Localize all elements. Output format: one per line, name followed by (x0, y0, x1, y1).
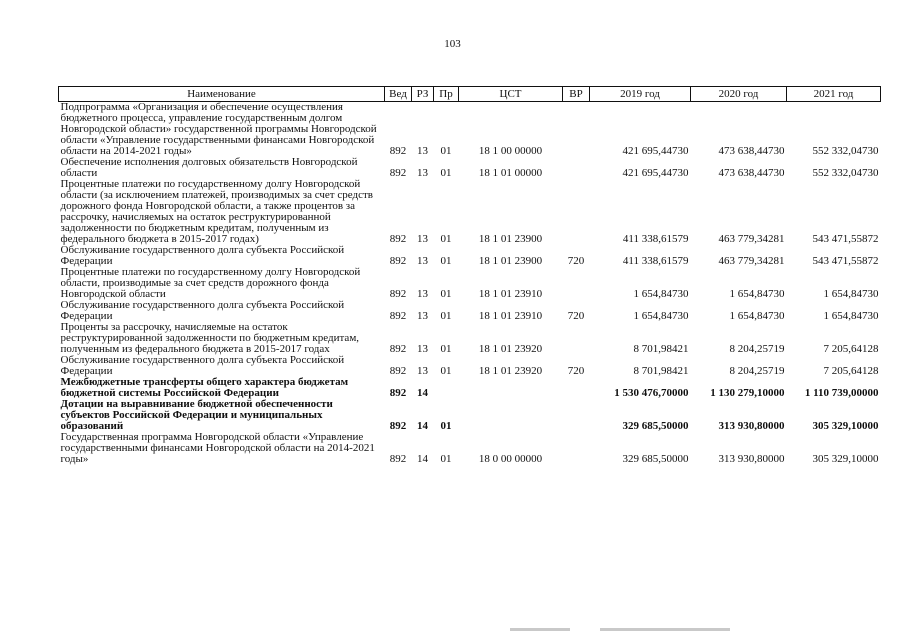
cell-y2021: 552 332,04730 (812, 167, 879, 179)
cell-y2019: 421 695,44730 (622, 167, 689, 179)
cell-cst (459, 377, 563, 399)
page-number: 103 (444, 38, 461, 50)
cell-y2019: 329 685,50000 (622, 420, 689, 432)
cell-vr (563, 432, 590, 465)
cell-ved: 892 (389, 420, 407, 432)
cell-pr: 01 (440, 255, 452, 267)
cell-rz: 13 (417, 145, 428, 157)
table-row (59, 300, 881, 322)
cell-cst: 18 0 00 00000 (478, 453, 543, 465)
cell-ved: 892 (389, 343, 407, 355)
cell-name: Государственная программа Новгородской области «Управление государственными финансами Новгородской области на 2014-2021 годы» (60, 431, 375, 465)
cell-pr: 01 (440, 145, 452, 157)
table-row (59, 322, 881, 355)
cell-name: Подпрограмма «Организация и обеспечение осуществления бюджетного процесса, управление государственным долгом Новгородской области» государственной программы Новгородской области «Управление государственными финансами Новгородской области на 2014-2021 годы» (60, 101, 377, 157)
cell-ved: 892 (389, 453, 407, 465)
cell-name: Процентные платежи по государственному долгу Новгородской области (за исключением платежей, производимых за счет средств дорожного фонда Новгородской области, а также процентов за рассрочку, начисляемых на остаток реструктурированной задолженности по бюджетным кредитам, полученным из федерального бюджета в 2015-2017 годах) (60, 178, 373, 245)
table-row (59, 267, 881, 300)
cell-ved: 892 (389, 288, 407, 300)
cell-ved: 892 (389, 310, 407, 322)
cell-pr: 01 (440, 167, 452, 179)
col-name-header: Наименование (59, 87, 385, 102)
scan-artifact (510, 628, 570, 631)
cell-vr: 720 (567, 310, 585, 322)
cell-ved: 892 (389, 387, 407, 399)
cell-y2020: 1 130 279,10000 (710, 387, 785, 399)
cell-y2021: 1 110 739,00000 (804, 387, 879, 399)
cell-y2019: 1 654,84730 (633, 288, 689, 300)
cell-pr: 01 (440, 453, 452, 465)
cell-rz: 14 (417, 387, 428, 399)
cell-vr (563, 377, 590, 399)
cell-pr (434, 377, 459, 399)
cell-y2021: 7 205,64128 (823, 365, 879, 377)
cell-vr (563, 399, 590, 432)
cell-y2020: 473 638,44730 (718, 167, 785, 179)
cell-y2021: 543 471,55872 (812, 233, 879, 245)
cell-y2021: 305 329,10000 (812, 453, 879, 465)
cell-pr: 01 (440, 233, 452, 245)
table-row (59, 355, 881, 377)
cell-name: Обслуживание государственного долга субъекта Российской Федерации (60, 244, 345, 267)
cell-y2020: 8 204,25719 (729, 365, 785, 377)
cell-cst: 18 1 01 23920 (478, 343, 543, 355)
cell-name: Дотации на выравнивание бюджетной обеспеченности субъектов Российской Федерации и муниципальных образований (60, 398, 333, 432)
cell-rz: 13 (417, 167, 428, 179)
cell-vr (563, 157, 590, 179)
cell-pr: 01 (440, 343, 452, 355)
cell-y2019: 8 701,98421 (633, 365, 689, 377)
cell-rz: 13 (417, 343, 428, 355)
cell-rz: 13 (417, 233, 428, 245)
cell-pr: 01 (440, 420, 452, 432)
col-pr-header: Пр (434, 87, 459, 102)
cell-y2019: 329 685,50000 (622, 453, 689, 465)
cell-vr (563, 179, 590, 245)
cell-pr: 01 (440, 288, 452, 300)
cell-y2019: 8 701,98421 (633, 343, 689, 355)
table-row (59, 377, 881, 399)
cell-y2019: 411 338,61579 (622, 255, 689, 267)
table-row (59, 432, 881, 465)
cell-name: Обеспечение исполнения долговых обязательств Новгородской области (60, 156, 358, 179)
cell-cst: 18 1 01 23910 (478, 310, 543, 322)
cell-cst: 18 1 00 00000 (478, 145, 543, 157)
cell-name: Процентные платежи по государственному долгу Новгородской области, производимые за счет средств дорожного фонда Новгородской области (60, 266, 361, 300)
cell-cst: 18 1 01 23920 (478, 365, 543, 377)
cell-y2019: 1 530 476,70000 (614, 387, 689, 399)
table-header (59, 87, 881, 102)
cell-name: Обслуживание государственного долга субъекта Российской Федерации (60, 354, 345, 377)
col-ved-header: Вед (385, 87, 412, 102)
cell-y2019: 411 338,61579 (622, 233, 689, 245)
cell-name: Межбюджетные трансферты общего характера бюджетам бюджетной системы Российской Федерации (60, 376, 349, 399)
cell-ved: 892 (389, 167, 407, 179)
cell-y2021: 1 654,84730 (823, 288, 879, 300)
cell-rz: 13 (417, 288, 428, 300)
cell-cst: 18 1 01 23910 (478, 288, 543, 300)
cell-y2021: 552 332,04730 (812, 145, 879, 157)
cell-cst (459, 399, 563, 432)
cell-y2020: 473 638,44730 (718, 145, 785, 157)
table-row (59, 102, 881, 158)
cell-pr: 01 (440, 365, 452, 377)
table-row (59, 399, 881, 432)
table-row (59, 245, 881, 267)
cell-ved: 892 (389, 255, 407, 267)
table-row (59, 179, 881, 245)
cell-y2021: 1 654,84730 (823, 310, 879, 322)
cell-rz: 14 (417, 420, 428, 432)
cell-y2020: 313 930,80000 (718, 453, 785, 465)
cell-vr (563, 102, 590, 158)
cell-vr: 720 (567, 365, 585, 377)
cell-cst: 18 1 01 00000 (478, 167, 543, 179)
cell-y2021: 543 471,55872 (812, 255, 879, 267)
cell-rz: 13 (417, 365, 428, 377)
cell-vr: 720 (567, 255, 585, 267)
cell-cst: 18 1 01 23900 (478, 255, 543, 267)
col-vr-header: ВР (563, 87, 590, 102)
cell-y2021: 305 329,10000 (812, 420, 879, 432)
col-2019-header: 2019 год (590, 87, 691, 102)
cell-rz: 13 (417, 255, 428, 267)
col-2020-header: 2020 год (691, 87, 787, 102)
cell-y2019: 421 695,44730 (622, 145, 689, 157)
cell-ved: 892 (389, 233, 407, 245)
cell-y2020: 8 204,25719 (729, 343, 785, 355)
table-body (59, 102, 881, 466)
cell-y2020: 313 930,80000 (718, 420, 785, 432)
cell-vr (563, 267, 590, 300)
col-rz-header: РЗ (412, 87, 434, 102)
budget-table (58, 86, 881, 465)
cell-pr: 01 (440, 310, 452, 322)
cell-y2021: 7 205,64128 (823, 343, 879, 355)
cell-y2020: 463 779,34281 (718, 233, 785, 245)
col-cst-header: ЦСТ (459, 87, 563, 102)
cell-name: Обслуживание государственного долга субъекта Российской Федерации (60, 299, 345, 322)
cell-y2020: 1 654,84730 (729, 288, 785, 300)
cell-ved: 892 (389, 145, 407, 157)
table-row (59, 157, 881, 179)
cell-rz: 13 (417, 310, 428, 322)
scan-artifact (600, 628, 730, 631)
cell-name: Проценты за рассрочку, начисляемые на остаток реструктурированной задолженности по бюджетным кредитам, полученным из федерального бюджета в 2015-2017 годах (60, 321, 360, 355)
cell-cst: 18 1 01 23900 (478, 233, 543, 245)
col-2021-header: 2021 год (787, 87, 881, 102)
cell-ved: 892 (389, 365, 407, 377)
cell-y2019: 1 654,84730 (633, 310, 689, 322)
cell-rz: 14 (417, 453, 428, 465)
cell-y2020: 463 779,34281 (718, 255, 785, 267)
cell-vr (563, 322, 590, 355)
cell-y2020: 1 654,84730 (729, 310, 785, 322)
